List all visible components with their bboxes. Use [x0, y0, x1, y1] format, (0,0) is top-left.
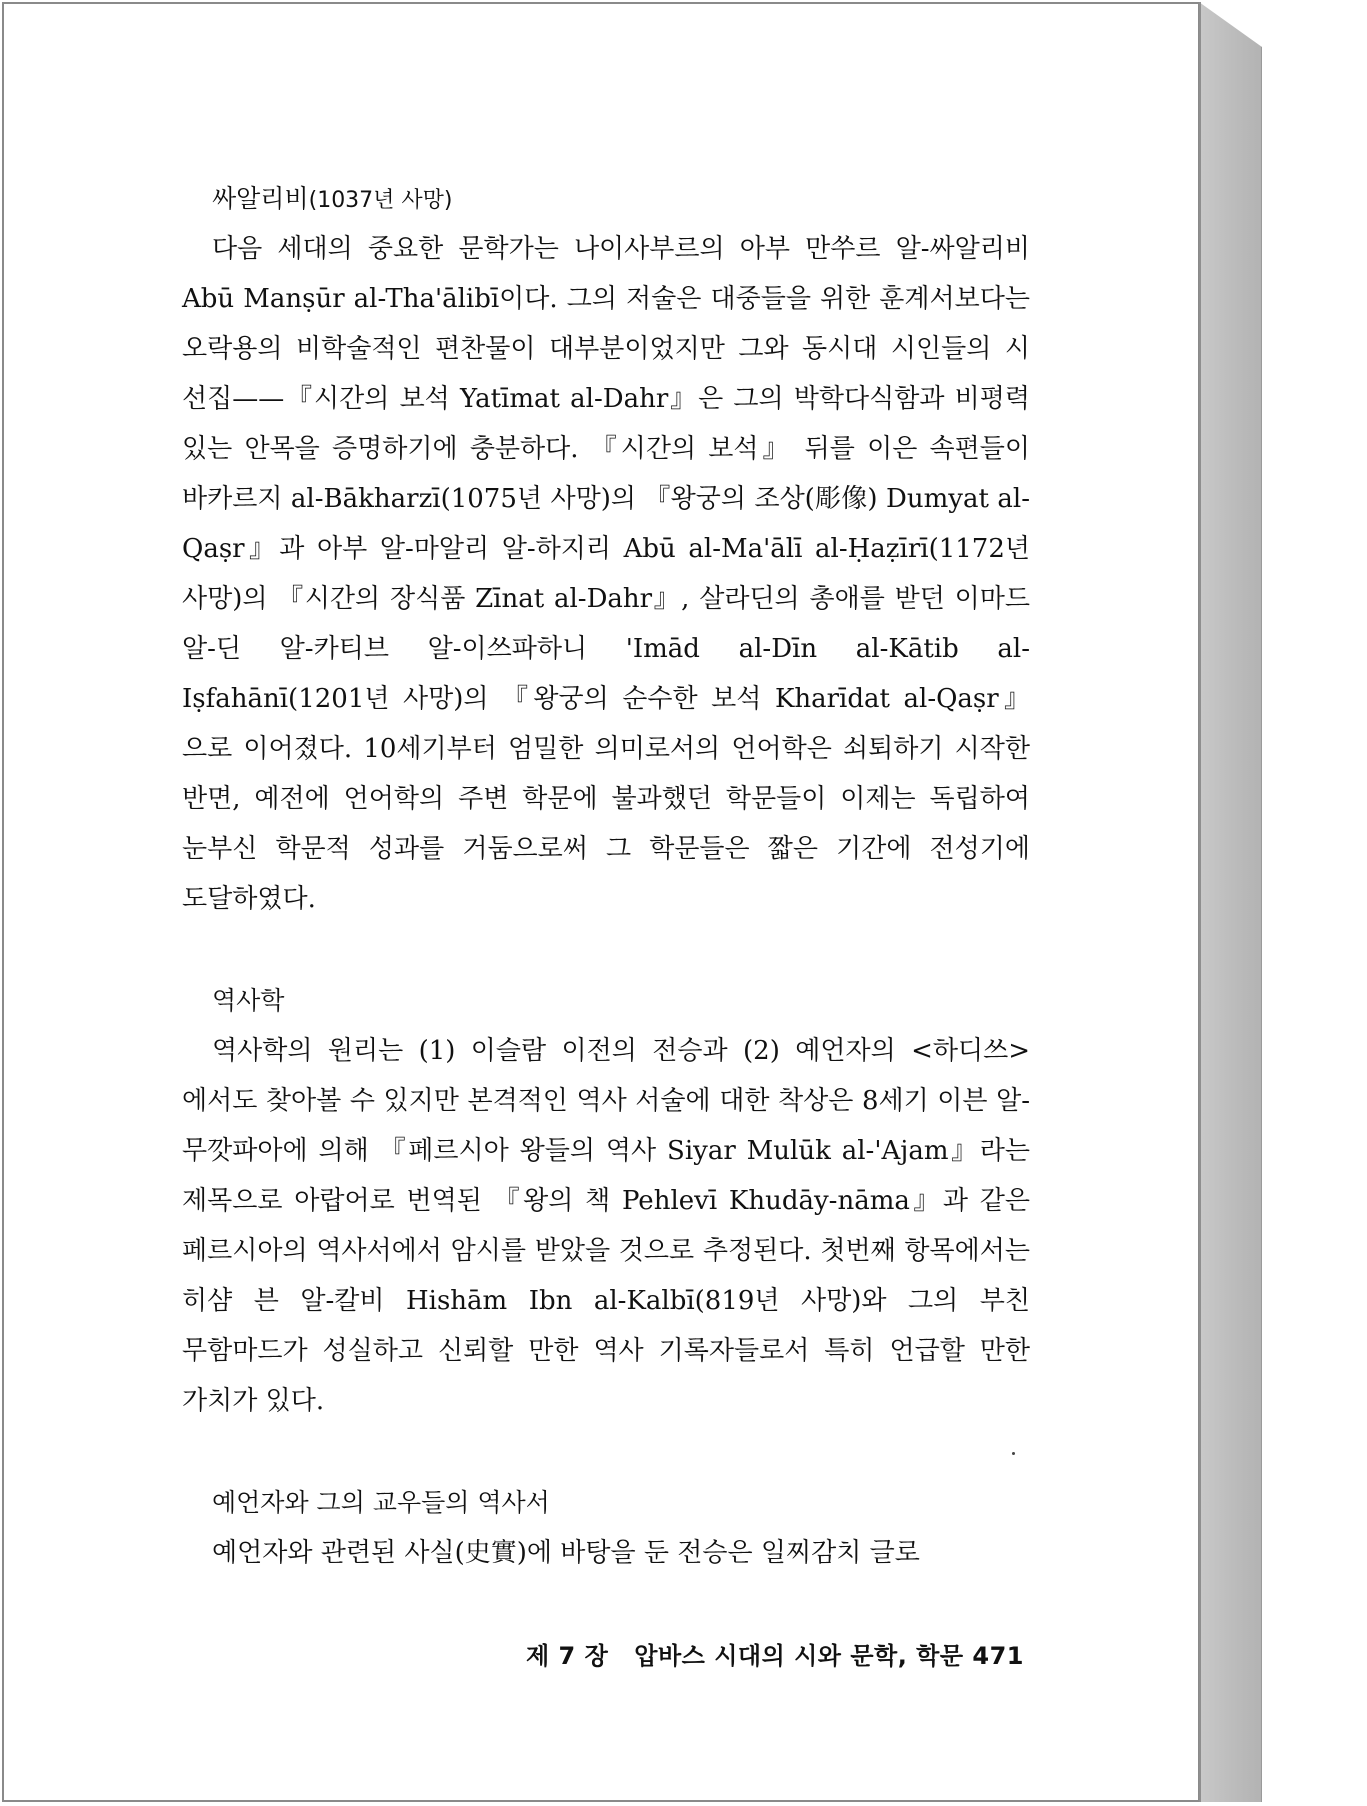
footer-chapter: 제 7 장: [526, 1642, 609, 1670]
section-heading-history: 역사학: [212, 986, 285, 1015]
paragraph-thaalibi: 다음 세대의 중요한 문학가는 나이사부르의 아부 만쑤르 알-싸알리비 Abū Manṣūr al-Tha'ālibī이다. 그의 저술은 대중들을 위한 훈계서보다는 오락용의 비학술적인 편찬물이 대부분이었지만 그와 동시대 시인들의 시 선집——『시간의 보석 Yatīmat al-Dahr』은 그의 박학다식함과 비평력 있는 안목을 증명하기에 충분하다. 『시간의 보석』 뒤를 이은 속편들이 바카르지 al-Bākharzī(1075년 사망)의 『왕궁의 조상(彫像) Dumyat al-Qaṣr』과 아부 알-마알리 알-하지리 Abū al-Ma'ālī al-Ḥaẓīrī(1172년 사망)의 『시간의 장식품 Zīnat al-Dahr』, 살라딘의 총애를 받던 이마드 알-딘 알-카티브 알-이쓰파하니 'Imād al-Dīn al-Kātib al-Iṣfahānī(1201년 사망)의 『왕궁의 순수한 보석 Kharīdat al-Qaṣr』으로 이어졌다. 10세기부터 엄밀한 의미로서의 언어학은 쇠퇴하기 시작한 반면, 예전에 언어학의 주변 학문에 불과했던 학문들이 이제는 독립하여 눈부신 학문적 성과를 거둠으로써 그 학문들은 짧은 기간에 전성기에 도달하였다.: [182, 234, 1030, 914]
section-heading-prophet-history: 예언자와 그의 교우들의 역사서: [212, 1488, 550, 1517]
book-page: [2, 2, 1200, 1802]
page-footer: [526, 1636, 1024, 1671]
paragraph-prophet-history: 예언자와 관련된 사실(史實)에 바탕을 둔 전승은 일찌감치 글로: [212, 1538, 920, 1568]
book-spine-line: [1199, 2, 1201, 1802]
paragraph-history: 역사학의 원리는 (1) 이슬람 이전의 전승과 (2) 예언자의 <하디쓰>에서도 찾아볼 수 있지만 본격적인 역사 서술에 대한 착상은 8세기 이븐 알-무깟파아에 의해 『페르시아 왕들의 역사 Siyar Mulūk al-'Ajam』라는 제목으로 아랍어로 번역된 『왕의 책 Pehlevī Khudāy-nāma』과 같은 페르시아의 역사서에서 암시를 받았을 것으로 추정된다. 첫번째 항목에서는 히샴 븐 알-칼비 Hishām Ibn al-Kalbī(819년 사망)와 그의 부친 무함마드가 성실하고 신뢰할 만한 역사 기록자들로서 특히 언급할 만한 가치가 있다.: [182, 1036, 1030, 1416]
book-thickness-edge: [1199, 2, 1262, 1802]
footer-title-page-number: 압바스 시대의 시와 문학, 학문 471: [634, 1642, 1024, 1670]
print-speck: [1012, 1452, 1015, 1455]
page-content: [182, 174, 1030, 1578]
section-heading-thaalibi: 싸알리비(1037년 사망): [212, 184, 453, 213]
